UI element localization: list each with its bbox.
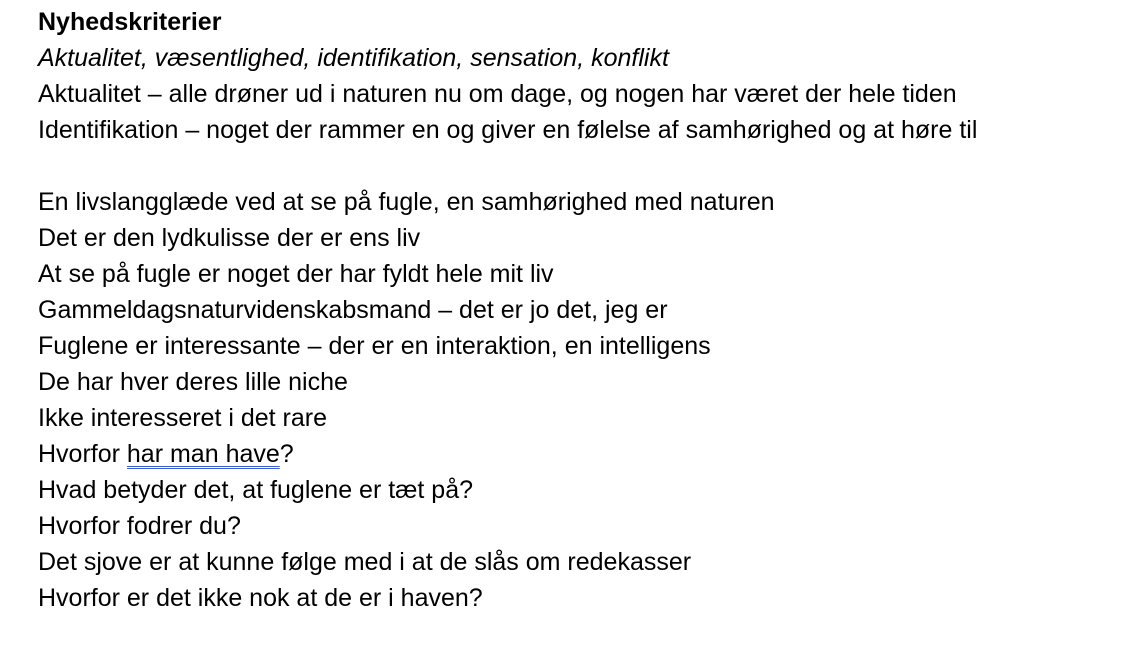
question-line: Hvorfor er det ikke nok at de er i haven? [38,584,483,612]
criterion-identification: Identifikation – noget der rammer en og giver en følelse af samhørighed og at høre til [38,116,978,144]
question-prefix: Hvorfor [38,440,127,468]
empty-paragraph [38,148,1118,184]
note-line: En livslangglæde ved at se på fugle, en samhørighed med naturen [38,188,775,216]
note-line: Det er den lydkulisse der er ens liv [38,224,421,252]
note-line: At se på fugle er noget der har fyldt hele mit liv [38,260,554,288]
question-line: Hvorfor fodrer du? [38,512,241,540]
question-suffix: ? [279,440,294,468]
document-body [38,4,1118,616]
note-line: Fuglene er interessante – der er en interaktion, en intelligens [38,332,711,360]
document-heading: Nyhedskriterier [38,8,222,36]
note-line: Det sjove er at kunne følge med i at de slås om redekasser [38,548,692,576]
question-line-with-proofing-mark [38,436,1118,472]
note-line: De har hver deres lille niche [38,368,348,396]
note-line: Ikke interesseret i det rare [38,404,328,432]
news-criteria-list: Aktualitet, væsentlighed, identifikation, sensation, konflikt [38,44,669,72]
proofing-underlined-phrase[interactable]: har man have [126,440,280,468]
note-line: Gammeldagsnaturvidenskabsmand – det er jo det, jeg er [38,296,668,324]
question-line: Hvad betyder det, at fuglene er tæt på? [38,476,473,504]
criterion-actuality: Aktualitet – alle drøner ud i naturen nu om dage, og nogen har været der hele tiden [38,80,957,108]
